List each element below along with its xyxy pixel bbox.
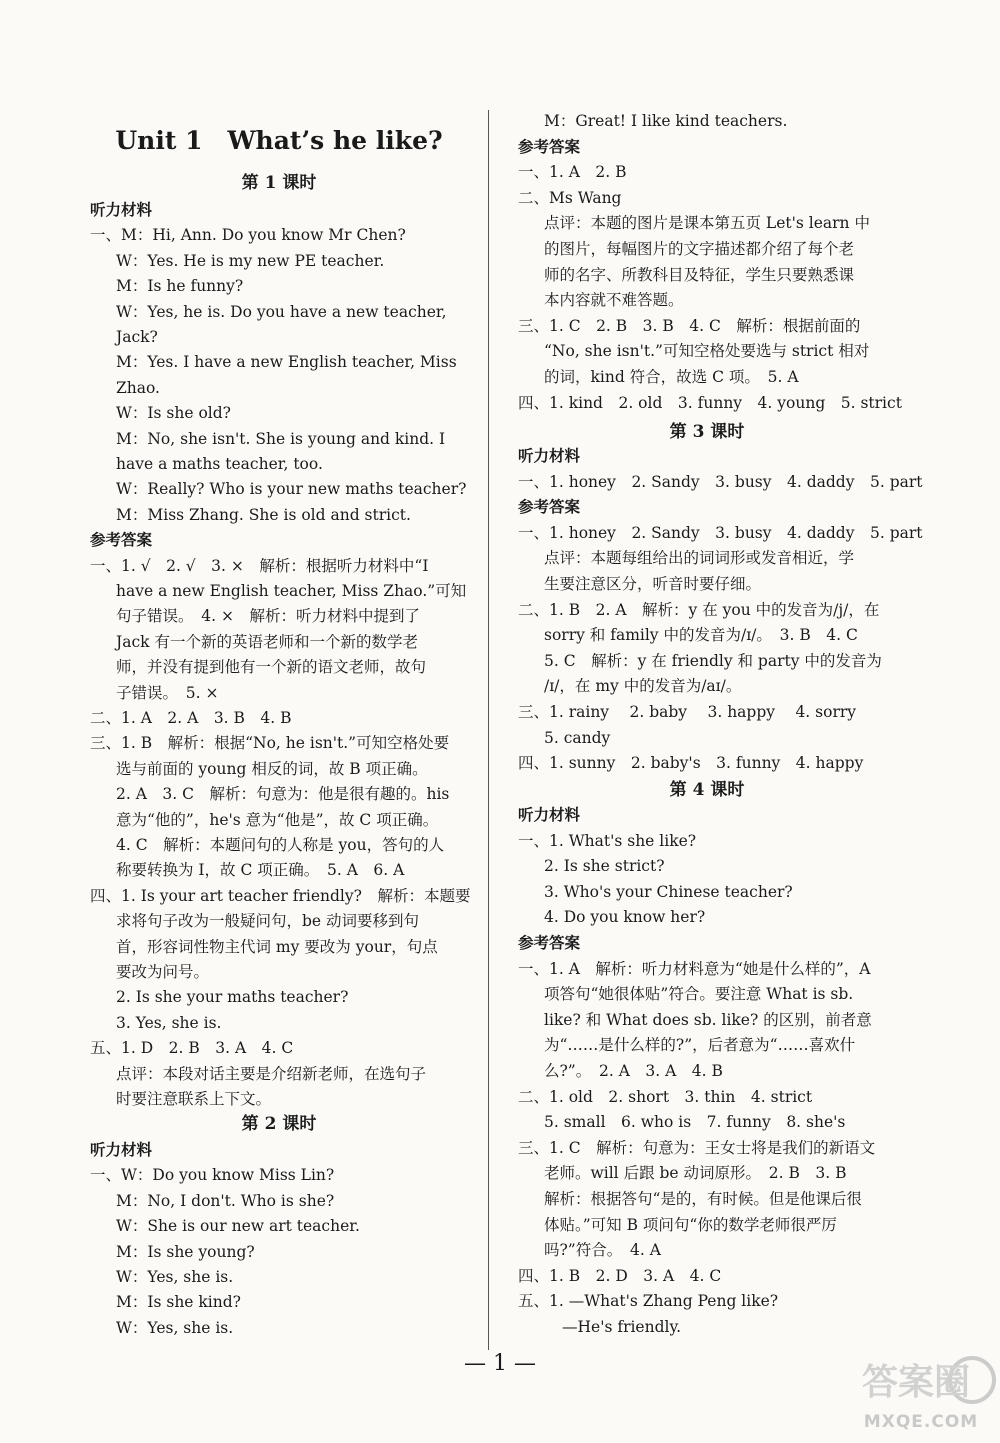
text-line: /ɪ/，在 my 中的发音为/aɪ/。 bbox=[544, 677, 742, 696]
text-line: 首，形容词性物主代词 my 要改为 your，句点 bbox=[116, 937, 438, 956]
text-line: 5. C 解析：y 在 friendly 和 party 中的发音为 bbox=[544, 651, 882, 670]
text-line: W：Yes, he is. Do you have a new teacher, bbox=[116, 302, 447, 321]
text-line: 四、1. B 2. D 3. A 4. C bbox=[518, 1266, 722, 1285]
text-line: 点评：本题的图片是课本第五页 Let's learn 中 bbox=[544, 214, 870, 233]
text-line: 要改为问号。 bbox=[116, 963, 210, 981]
text-line: 吗?”符合。 4. A bbox=[544, 1241, 661, 1260]
unit-title: Unit 1 What’s he like? bbox=[115, 126, 443, 155]
text-line: 一、M：Hi, Ann. Do you know Mr Chen? bbox=[90, 226, 406, 245]
text-line: 三、1. C 解析：句意为：王女士将是我们的新语文 bbox=[518, 1138, 876, 1157]
text-line: 项答句“她很体贴”符合。要注意 What is sb. bbox=[544, 985, 854, 1004]
text-line: 二、Ms Wang bbox=[518, 188, 622, 207]
text-line: like? 和 What does sb. like? 的区别，前者意 bbox=[544, 1010, 872, 1029]
lesson-heading: 第 3 课时 bbox=[669, 422, 745, 442]
text-line: 4. Do you know her? bbox=[544, 908, 706, 927]
text-line: 一、1. A 2. B bbox=[518, 163, 627, 182]
text-line: M：No, she isn't. She is young and kind. I bbox=[116, 429, 446, 448]
text-line: W：Is she old? bbox=[116, 404, 231, 423]
text-line: M：Is she young? bbox=[116, 1242, 255, 1261]
text-line: 句子错误。 4. × 解析：听力材料中提到了 bbox=[116, 607, 420, 626]
text-line: 称要转换为 I，故 C 项正确。 5. A 6. A bbox=[116, 861, 405, 880]
text-line: 师，并没有提到他有一个新的语文老师，故句 bbox=[116, 658, 427, 677]
text-line: 点评：本段对话主要是介绍新老师，在选句子 bbox=[116, 1064, 427, 1083]
text-line: 的图片，每幅图片的文字描述都介绍了每个老 bbox=[544, 240, 855, 258]
text-line: 四、1. sunny 2. baby's 3. funny 4. happy bbox=[518, 754, 864, 773]
svg-text:答案圈: 答案圈 bbox=[861, 1362, 971, 1403]
text-line: 生要注意区分，听音时要仔细。 bbox=[544, 575, 762, 593]
text-line: 二、1. A 2. A 3. B 4. B bbox=[90, 709, 292, 727]
text-line: 一、1. honey 2. Sandy 3. busy 4. daddy 5. part bbox=[518, 523, 923, 542]
text-line: M：Is he funny? bbox=[116, 277, 244, 296]
text-line: M：Is she kind? bbox=[116, 1293, 241, 1312]
text-line: 2. Is she strict? bbox=[544, 857, 665, 876]
section-label: 参考答案 bbox=[518, 137, 581, 156]
text-line: 三、1. rainy 2. baby 3. happy 4. sorry bbox=[518, 703, 857, 721]
text-line: 4. C 解析：本题问句的人称是 you，答句的人 bbox=[116, 836, 445, 854]
text-line: “No, she isn't.”可知空格处要选与 strict 相对 bbox=[544, 342, 870, 361]
text-line: 三、1. C 2. B 3. B 4. C 解析：根据前面的 bbox=[518, 316, 861, 335]
text-line: 时要注意联系上下文。 bbox=[116, 1090, 272, 1108]
column-divider bbox=[488, 110, 489, 1350]
lesson-heading: 第 2 课时 bbox=[241, 1114, 317, 1134]
section-label: 听力材料 bbox=[90, 1141, 153, 1159]
lesson-heading: 第 4 课时 bbox=[669, 780, 745, 800]
text-line: 师的名字、所教科目及特征，学生只要熟悉课 bbox=[544, 265, 855, 284]
text-line: 一、1. A 解析：听力材料意为“她是什么样的”，A bbox=[518, 959, 871, 978]
watermark-logo bbox=[846, 1350, 996, 1438]
text-line: 为“……是什么样的?”，后者意为“……喜欢什 bbox=[544, 1036, 856, 1055]
text-line: 本内容就不难答题。 bbox=[544, 291, 684, 310]
watermark-site: MXQE.COM bbox=[863, 1412, 979, 1432]
text-line: 求将句子改为一般疑问句，be 动词要移到句 bbox=[116, 912, 420, 931]
text-line: 老师。will 后跟 be 动词原形。 2. B 3. B bbox=[544, 1164, 847, 1183]
section-label: 听力材料 bbox=[518, 806, 581, 824]
text-line: W：Yes. He is my new PE teacher. bbox=[116, 251, 385, 270]
text-line: 5. candy bbox=[544, 728, 611, 747]
section-label: 参考答案 bbox=[518, 934, 581, 952]
text-line: 三、1. B 解析：根据“No, he isn't.”可知空格处要 bbox=[90, 734, 450, 753]
section-label: 参考答案 bbox=[90, 531, 153, 550]
text-line: W：Yes, she is. bbox=[116, 1318, 234, 1337]
text-line: 2. A 3. C 解析：句意为：他是很有趣的。his bbox=[116, 785, 450, 804]
text-line: sorry 和 family 中的发音为/ɪ/。 3. B 4. C bbox=[544, 626, 858, 645]
text-line: 解析：根据答句“是的，有时候。但是他课后很 bbox=[544, 1190, 862, 1208]
text-line: Jack? bbox=[116, 328, 158, 346]
text-line: M：Great! I like kind teachers. bbox=[544, 112, 788, 130]
text-line: 体贴。”可知 B 项问句“你的数学老师很严厉 bbox=[544, 1215, 837, 1234]
text-line: 意为“他的”，he's 意为“他是”，故 C 项正确。 bbox=[116, 810, 439, 829]
text-line: 点评：本题每组给出的词词形或发音相近，学 bbox=[544, 549, 855, 568]
text-line: 四、1. kind 2. old 3. funny 4. young 5. strict bbox=[518, 393, 902, 412]
section-label: 听力材料 bbox=[90, 201, 153, 219]
text-line: 五、1. —What's Zhang Peng like? bbox=[518, 1292, 779, 1311]
text-line: M：No, I don't. Who is she? bbox=[116, 1191, 335, 1210]
section-label: 听力材料 bbox=[518, 447, 581, 465]
text-line: Jack 有一个新的英语老师和一个新的数学老 bbox=[116, 632, 418, 651]
text-line: 五、1. D 2. B 3. A 4. C bbox=[90, 1039, 294, 1058]
text-line: W：Really? Who is your new maths teacher? bbox=[116, 480, 467, 499]
text-line: 一、1. What's she like? bbox=[518, 831, 697, 850]
text-line: M：Miss Zhang. She is old and strict. bbox=[116, 505, 411, 524]
text-line: 二、1. B 2. A 解析：y 在 you 中的发音为/j/，在 bbox=[518, 600, 880, 619]
page-number: — 1 — bbox=[464, 1351, 536, 1376]
text-line: 四、1. Is your art teacher friendly? 解析：本题要 bbox=[90, 886, 471, 905]
text-line: W：She is our new art teacher. bbox=[116, 1217, 360, 1236]
text-line: 3. Yes, she is. bbox=[116, 1013, 222, 1032]
text-line: Zhao. bbox=[116, 378, 160, 397]
watermark-logo-icon bbox=[846, 1350, 996, 1414]
text-line: 2. Is she your maths teacher? bbox=[116, 988, 349, 1007]
text-line: 一、1. honey 2. Sandy 3. busy 4. daddy 5. part bbox=[518, 472, 923, 491]
text-line: 3. Who's your Chinese teacher? bbox=[544, 882, 793, 901]
text-line: have a new English teacher, Miss Zhao.”可知 bbox=[116, 582, 467, 600]
text-line: 的词，kind 符合，故选 C 项。 5. A bbox=[544, 368, 799, 386]
text-line: 一、1. √ 2. √ 3. × 解析：根据听力材料中“I bbox=[90, 556, 429, 575]
text-line: 5. small 6. who is 7. funny 8. she's bbox=[544, 1113, 846, 1132]
text-line: have a maths teacher, too. bbox=[116, 455, 323, 473]
text-line: 选与前面的 young 相反的词，故 B 项正确。 bbox=[116, 759, 428, 778]
text-line: 么?”。 2. A 3. A 4. B bbox=[544, 1062, 723, 1080]
lesson-heading: 第 1 课时 bbox=[241, 173, 317, 193]
text-line: —He's friendly. bbox=[562, 1318, 682, 1336]
text-line: 二、1. old 2. short 3. thin 4. strict bbox=[518, 1087, 813, 1106]
section-label: 参考答案 bbox=[518, 498, 581, 517]
text-line: 一、W：Do you know Miss Lin? bbox=[90, 1166, 335, 1185]
text-line: W：Yes, she is. bbox=[116, 1268, 234, 1286]
text-line: M：Yes. I have a new English teacher, Miss bbox=[116, 353, 457, 372]
text-line: 子错误。 5. × bbox=[116, 683, 219, 702]
